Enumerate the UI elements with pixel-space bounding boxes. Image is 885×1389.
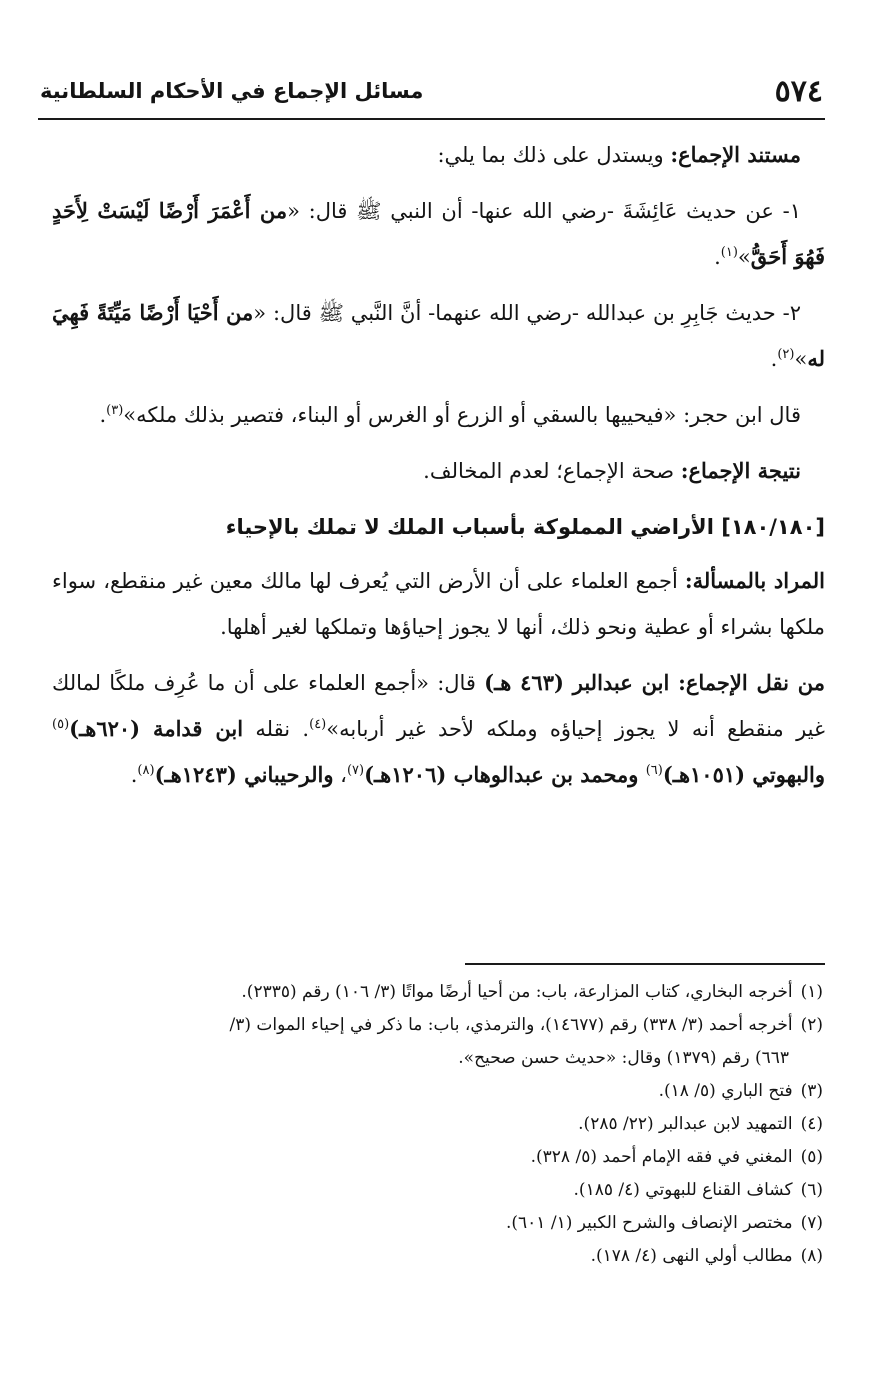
text: قال ابن حجر: «فيحييها بالسقي أو الزرع أو الغرس أو البناء، فتصير بذلك ملكه» xyxy=(123,403,801,427)
footnote-text: كشاف القناع للبهوتي (٤/ ١٨٥). xyxy=(573,1180,793,1200)
paragraph-meaning xyxy=(52,558,825,650)
header-rule xyxy=(38,118,825,120)
scholar-name: ومحمد بن عبدالوهاب (١٢٠٦هـ) xyxy=(364,762,646,787)
page-number: ٥٧٤ xyxy=(774,73,823,109)
footnote-text: مطالب أولي النهى (٤/ ١٧٨). xyxy=(590,1246,793,1266)
section-heading: [١٨٠/١٨٠] الأراضي المملوكة بأسباب الملك لا تملك بالإحياء xyxy=(225,515,825,539)
label-meaning: المراد بالمسألة: xyxy=(684,568,825,593)
page-header xyxy=(40,66,823,116)
footnote xyxy=(52,1240,823,1273)
footnote-ref[interactable]: (٥) xyxy=(52,717,70,732)
paragraph-evidence-intro xyxy=(52,132,825,178)
paragraph-hadith-jabir xyxy=(52,290,825,382)
footnote-text: أخرجه أحمد (٣/ ٣٣٨) رقم (١٤٦٧٧)، والترمذي، باب: ما ذكر في إحياء الموات (٣/ xyxy=(229,1015,793,1035)
text: قال: «أجمع العلماء على أن ما عُرِف ملكًا لمالك غير منقطع أنه لا يجوز إحياؤه وملكه لأحد غير أربابه» xyxy=(52,671,825,741)
footnote-number: (١) xyxy=(800,982,823,1002)
text: ٢- حديث جَابِرِ بن عبدالله -رضي الله عنهما- أنَّ النَّبي ﷺ قال: « xyxy=(253,301,802,325)
quote-close: » xyxy=(737,245,751,269)
text: أجمع العلماء على أن الأرض التي يُعرف لها مالك معين غير منقطع، سواء ملكها بشراء أو عطية ونحو ذلك، أنها لا يجوز إحياؤها وتملكها لغير أهلها. xyxy=(52,569,825,639)
footnote-number: (٢) xyxy=(800,1015,823,1035)
text: . نقله xyxy=(243,717,310,741)
paragraph-hadith-aisha xyxy=(52,188,825,280)
hadith-text: من أَحْيَا أَرْضًا مَيِّتَةً فَهِيَ له xyxy=(52,300,825,371)
running-title: مسائل الإجماع في الأحكام السلطانية xyxy=(40,79,424,103)
footnote xyxy=(52,1174,823,1207)
label-evidence: مستند الإجماع: xyxy=(670,142,801,167)
scholar-name: ابن قدامة (٦٢٠هـ) xyxy=(69,716,244,741)
label-transmitter: من نقل الإجماع: ابن عبدالبر (٤٦٣ هـ) xyxy=(484,670,825,695)
text: صحة الإجماع؛ لعدم المخالف. xyxy=(423,459,681,483)
footnote-text: مختصر الإنصاف والشرح الكبير (١/ ٦٠١). xyxy=(506,1213,793,1233)
footnote-text: المغني في فقه الإمام أحمد (٥/ ٣٢٨). xyxy=(530,1147,793,1167)
footnote-ref[interactable]: (٨) xyxy=(137,763,155,778)
scholar-name: والرحيباني (١٢٤٣هـ) xyxy=(154,762,334,787)
quote-close: » xyxy=(794,347,808,371)
paragraph-transmitters xyxy=(52,660,825,798)
text: ويستدل على ذلك بما يلي: xyxy=(437,143,671,167)
footnote-ref[interactable]: (٦) xyxy=(645,763,663,778)
text: ١- عن حديث عَائِشَةَ -رضي الله عنها- أن النبي ﷺ قال: « xyxy=(287,199,801,223)
footnote-number: (٨) xyxy=(800,1246,823,1266)
punct: . xyxy=(99,403,107,427)
footnote-continuation: ٦٦٣) رقم (١٣٧٩) وقال: «حديث حسن صحيح». xyxy=(458,1048,789,1068)
footnote xyxy=(52,976,823,1009)
paragraph-ibn-hajar xyxy=(52,392,825,438)
footnote-ref[interactable]: (٣) xyxy=(106,403,124,418)
footnote-number: (٤) xyxy=(800,1114,823,1134)
footnote-text: التمهيد لابن عبدالبر (٢٢/ ٢٨٥). xyxy=(578,1114,793,1134)
footnote-ref[interactable]: (٢) xyxy=(777,347,795,362)
footnotes xyxy=(52,976,823,1273)
footnote xyxy=(52,1009,823,1042)
punct: . xyxy=(714,245,721,269)
label-result: نتيجة الإجماع: xyxy=(680,458,801,483)
page-body xyxy=(52,132,825,808)
footnote-number: (٦) xyxy=(800,1180,823,1200)
footnote-number: (٧) xyxy=(800,1213,823,1233)
footnote xyxy=(52,1075,823,1108)
footnote-ref[interactable]: (٤) xyxy=(309,717,327,732)
text: ، xyxy=(333,763,347,787)
footnote-number: (٣) xyxy=(800,1081,823,1101)
footnote-text: أخرجه البخاري، كتاب المزارعة، باب: من أحيا أرضًا مواتًا (٣/ ١٠٦) رقم (٢٣٣٥). xyxy=(241,982,793,1002)
punct: . xyxy=(130,763,138,787)
scholar-name: والبهوتي (١٠٥١هـ) xyxy=(662,762,825,787)
footnote-separator xyxy=(465,963,825,965)
footnote xyxy=(52,1141,823,1174)
hadith-text: من أَعْمَرَ أَرْضًا لَيْسَتْ لِأَحَدٍ فَهُوَ أَحَقُّ xyxy=(52,198,825,269)
punct: . xyxy=(770,347,778,371)
footnote-ref[interactable]: (١) xyxy=(720,245,738,260)
footnote-number: (٥) xyxy=(800,1147,823,1167)
footnote-ref[interactable]: (٧) xyxy=(346,763,365,778)
paragraph-result xyxy=(52,448,825,494)
footnote xyxy=(52,1207,823,1240)
footnote-text: فتح الباري (٥/ ١٨). xyxy=(658,1081,793,1101)
footnote xyxy=(52,1108,823,1141)
